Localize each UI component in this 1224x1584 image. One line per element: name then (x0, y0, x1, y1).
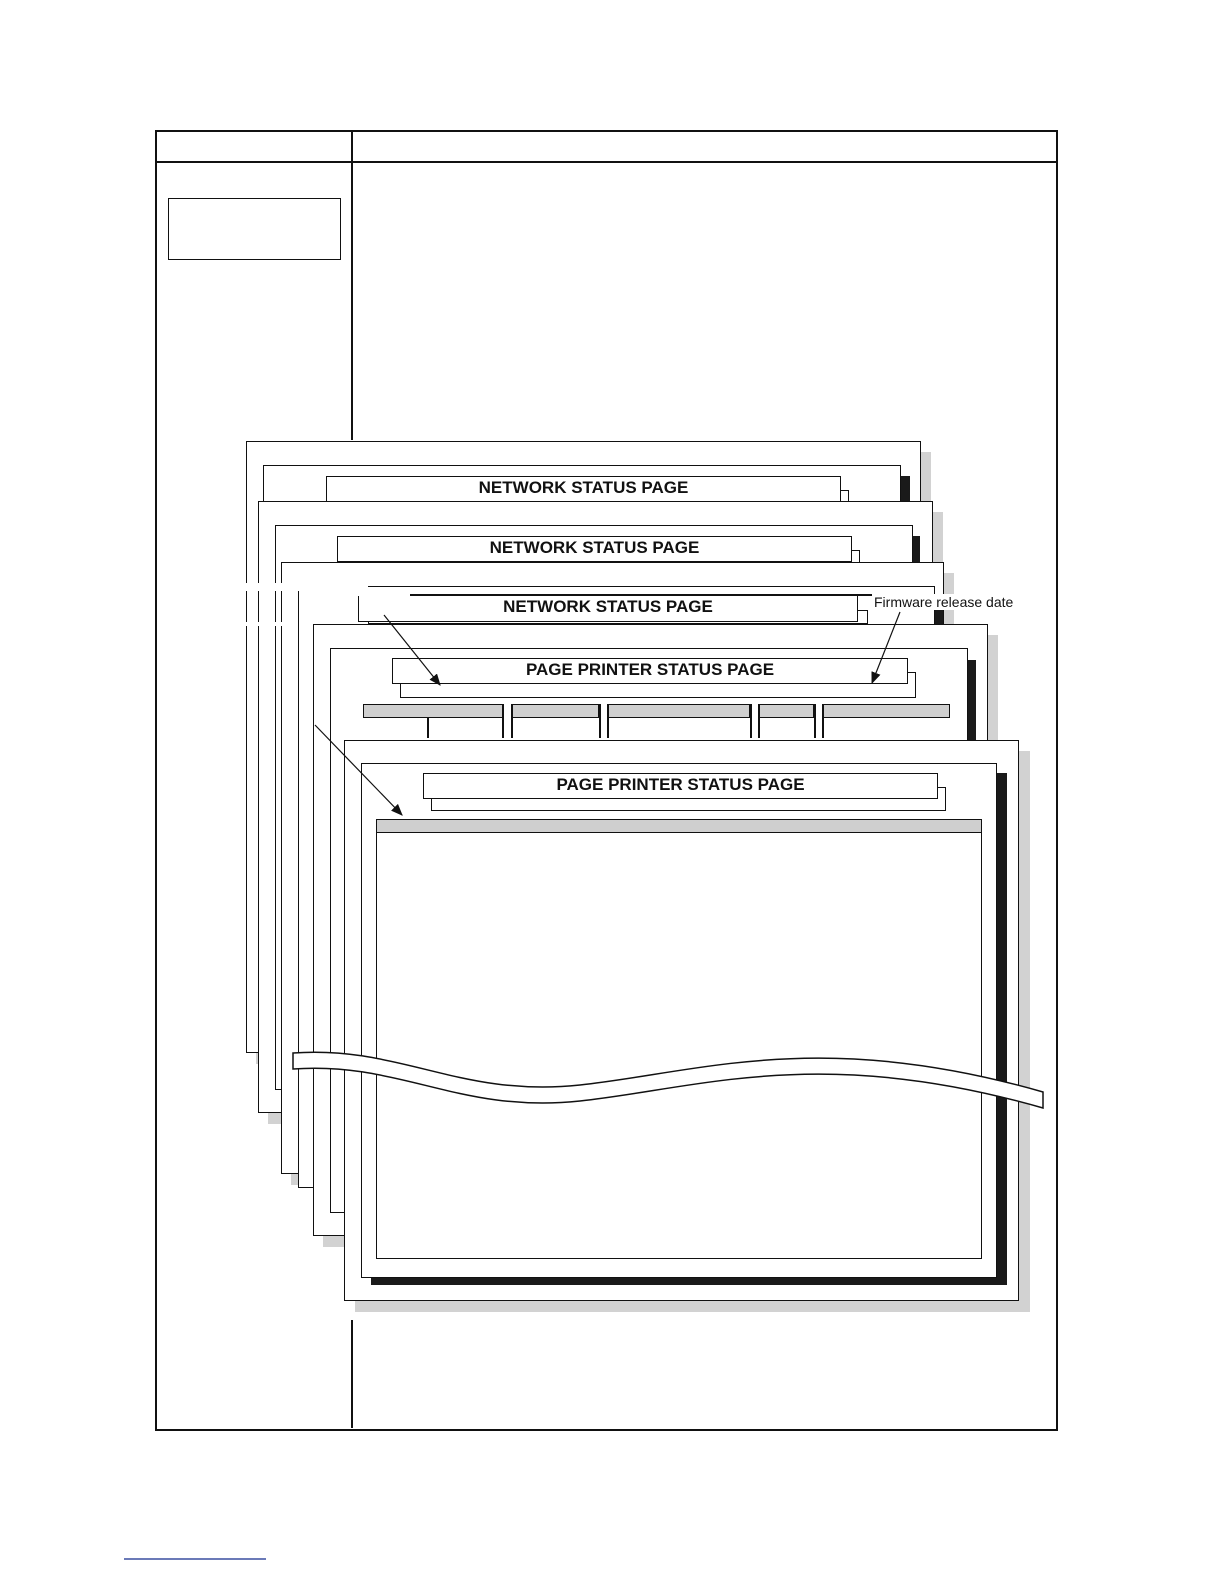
title-network-2: NETWORK STATUS PAGE (337, 536, 852, 562)
title-network-1: NETWORK STATUS PAGE (326, 476, 841, 502)
arrow-line-2 (315, 725, 402, 815)
arrow-line-1 (384, 615, 440, 685)
firmware-arrow-line (872, 612, 900, 683)
title-network-3: NETWORK STATUS PAGE (358, 596, 858, 622)
break-mask-2 (238, 622, 288, 626)
break-mask-1 (238, 583, 368, 591)
title-printer-2: PAGE PRINTER STATUS PAGE (423, 773, 938, 799)
title-printer-1: PAGE PRINTER STATUS PAGE (392, 658, 908, 684)
firmware-release-date-label: Firmware release date (874, 594, 1014, 610)
wave-break (293, 1052, 1043, 1108)
